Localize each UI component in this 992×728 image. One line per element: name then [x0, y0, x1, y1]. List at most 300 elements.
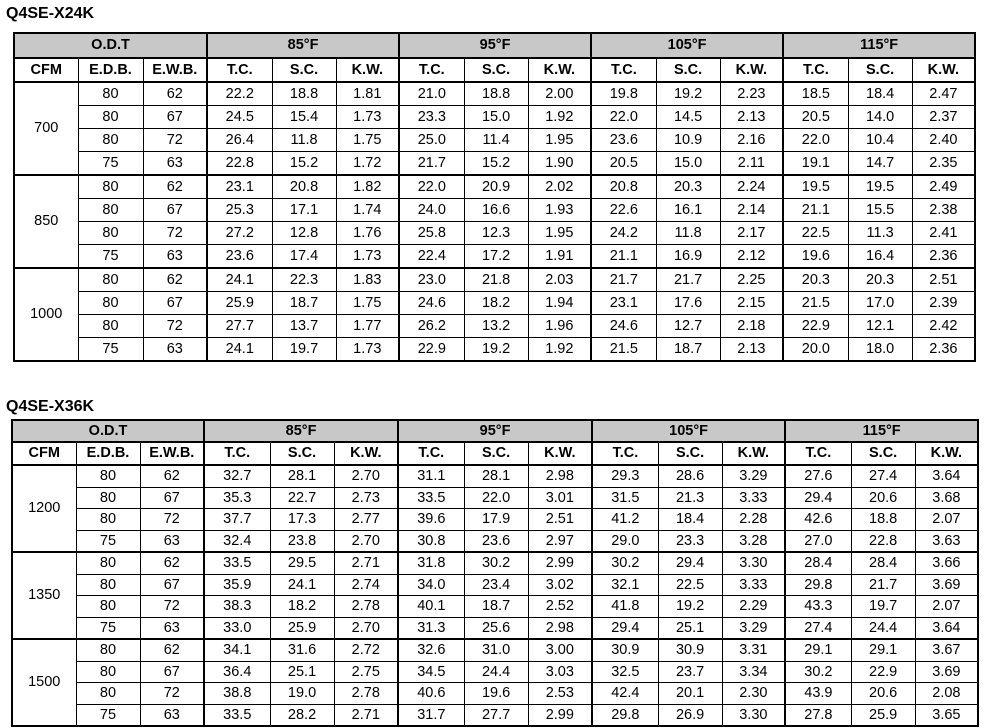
table-row: [14, 129, 975, 152]
data-cell: 26.4: [207, 129, 272, 152]
data-cell: 1.73: [336, 338, 399, 362]
data-cell: 80: [76, 596, 140, 618]
column-header: E.W.B.: [143, 58, 207, 82]
data-cell: 1.75: [336, 129, 399, 152]
data-cell: 18.0: [848, 338, 912, 362]
data-cell: 18.5: [783, 82, 848, 106]
data-cell: 25.1: [270, 661, 334, 683]
data-cell: 20.0: [783, 338, 848, 362]
data-cell: 14.7: [848, 152, 912, 176]
data-cell: 24.2: [591, 222, 656, 245]
temperature-header-row: [14, 33, 975, 58]
data-cell: 17.6: [656, 292, 720, 315]
data-cell: 62: [140, 465, 204, 487]
table-row: [14, 268, 975, 292]
data-cell: 67: [143, 292, 207, 315]
data-cell: 1.73: [336, 106, 399, 129]
data-cell: 22.2: [207, 82, 272, 106]
data-cell: 2.42: [912, 315, 975, 338]
cfm-cell: 700: [14, 82, 78, 175]
data-cell: 14.0: [848, 106, 912, 129]
data-cell: 2.47: [912, 82, 975, 106]
data-cell: 29.0: [592, 530, 658, 552]
column-header: S.C.: [851, 442, 915, 465]
data-cell: 22.5: [658, 574, 722, 596]
data-cell: 3.33: [722, 487, 785, 509]
data-cell: 20.8: [272, 175, 336, 199]
performance-table-x24k: [13, 32, 976, 362]
data-cell: 67: [140, 661, 204, 683]
data-cell: 80: [78, 199, 143, 222]
data-cell: 30.8: [398, 530, 464, 552]
data-cell: 28.4: [851, 552, 915, 574]
data-cell: 2.35: [912, 152, 975, 176]
data-cell: 22.0: [399, 175, 464, 199]
data-cell: 1.73: [336, 245, 399, 269]
data-cell: 24.6: [591, 315, 656, 338]
column-header: K.W.: [915, 442, 978, 465]
data-cell: 80: [76, 683, 140, 705]
column-header: T.C.: [591, 58, 656, 82]
data-cell: 20.3: [848, 268, 912, 292]
data-cell: 29.1: [851, 639, 915, 661]
data-cell: 21.1: [591, 245, 656, 269]
data-cell: 22.0: [783, 129, 848, 152]
column-header: S.C.: [658, 442, 722, 465]
data-cell: 38.8: [204, 683, 270, 705]
data-cell: 19.2: [656, 82, 720, 106]
data-cell: 30.9: [658, 639, 722, 661]
data-cell: 21.5: [591, 338, 656, 362]
data-cell: 25.9: [270, 617, 334, 639]
data-cell: 2.70: [334, 617, 398, 639]
data-cell: 21.0: [399, 82, 464, 106]
data-cell: 28.2: [270, 704, 334, 726]
data-cell: 33.5: [398, 487, 464, 509]
data-cell: 80: [76, 465, 140, 487]
data-cell: 23.6: [464, 530, 528, 552]
data-cell: 20.3: [783, 268, 848, 292]
data-cell: 30.9: [592, 639, 658, 661]
data-cell: 80: [78, 129, 143, 152]
cfm-cell: 1000: [14, 268, 78, 361]
data-cell: 17.1: [272, 199, 336, 222]
data-cell: 31.3: [398, 617, 464, 639]
data-cell: 72: [140, 509, 204, 531]
data-cell: 36.4: [204, 661, 270, 683]
data-cell: 21.7: [591, 268, 656, 292]
data-cell: 14.5: [656, 106, 720, 129]
data-cell: 2.18: [720, 315, 783, 338]
data-cell: 3.29: [722, 617, 785, 639]
data-cell: 2.74: [334, 574, 398, 596]
data-cell: 12.7: [656, 315, 720, 338]
data-cell: 27.2: [207, 222, 272, 245]
data-cell: 20.3: [656, 175, 720, 199]
data-cell: 10.9: [656, 129, 720, 152]
table-row: [14, 245, 975, 269]
temp-header: 85°F: [207, 33, 399, 58]
data-cell: 32.4: [204, 530, 270, 552]
data-cell: 17.0: [848, 292, 912, 315]
data-cell: 2.03: [528, 268, 591, 292]
data-cell: 21.7: [851, 574, 915, 596]
odt-header: O.D.T: [12, 420, 204, 442]
data-cell: 35.9: [204, 574, 270, 596]
data-cell: 1.92: [528, 338, 591, 362]
data-cell: 2.78: [334, 683, 398, 705]
data-cell: 2.37: [912, 106, 975, 129]
data-cell: 63: [143, 245, 207, 269]
column-header-row: [12, 442, 978, 465]
column-header-row: [14, 58, 975, 82]
temp-header: 115°F: [783, 33, 975, 58]
data-cell: 72: [143, 222, 207, 245]
data-cell: 2.08: [915, 683, 978, 705]
data-cell: 2.36: [912, 338, 975, 362]
data-cell: 35.3: [204, 487, 270, 509]
data-cell: 20.6: [851, 683, 915, 705]
data-cell: 25.6: [464, 617, 528, 639]
data-cell: 3.01: [528, 487, 592, 509]
data-cell: 18.2: [270, 596, 334, 618]
data-cell: 34.5: [398, 661, 464, 683]
data-cell: 63: [143, 338, 207, 362]
data-cell: 3.68: [915, 487, 978, 509]
data-cell: 28.1: [270, 465, 334, 487]
column-header: E.W.B.: [140, 442, 204, 465]
data-cell: 29.3: [592, 465, 658, 487]
column-header: K.W.: [528, 442, 592, 465]
data-cell: 32.1: [592, 574, 658, 596]
data-cell: 18.7: [656, 338, 720, 362]
data-cell: 29.8: [785, 574, 851, 596]
data-cell: 2.36: [912, 245, 975, 269]
data-cell: 1.76: [336, 222, 399, 245]
data-cell: 19.2: [464, 338, 528, 362]
data-cell: 29.4: [785, 487, 851, 509]
data-cell: 3.02: [528, 574, 592, 596]
data-cell: 63: [140, 704, 204, 726]
data-cell: 21.7: [399, 152, 464, 176]
data-cell: 10.4: [848, 129, 912, 152]
data-cell: 3.30: [722, 704, 785, 726]
data-cell: 25.8: [399, 222, 464, 245]
table-row: [12, 552, 978, 574]
data-cell: 23.1: [207, 175, 272, 199]
data-cell: 2.39: [912, 292, 975, 315]
data-cell: 20.9: [464, 175, 528, 199]
data-cell: 18.2: [464, 292, 528, 315]
data-cell: 19.8: [591, 82, 656, 106]
data-cell: 3.31: [722, 639, 785, 661]
data-cell: 80: [78, 106, 143, 129]
table-row: [12, 487, 978, 509]
data-cell: 2.51: [912, 268, 975, 292]
data-cell: 80: [76, 552, 140, 574]
data-cell: 67: [143, 106, 207, 129]
data-cell: 28.4: [785, 552, 851, 574]
data-cell: 18.8: [464, 82, 528, 106]
data-cell: 30.2: [592, 552, 658, 574]
data-cell: 72: [143, 315, 207, 338]
data-cell: 21.7: [656, 268, 720, 292]
data-cell: 28.6: [658, 465, 722, 487]
column-header: S.C.: [270, 442, 334, 465]
data-cell: 24.4: [851, 617, 915, 639]
data-cell: 27.6: [785, 465, 851, 487]
data-cell: 20.5: [783, 106, 848, 129]
data-cell: 22.3: [272, 268, 336, 292]
data-cell: 1.94: [528, 292, 591, 315]
data-cell: 2.13: [720, 338, 783, 362]
data-cell: 75: [76, 704, 140, 726]
data-cell: 80: [76, 574, 140, 596]
data-cell: 24.0: [399, 199, 464, 222]
data-cell: 2.23: [720, 82, 783, 106]
data-cell: 40.1: [398, 596, 464, 618]
data-cell: 3.33: [722, 574, 785, 596]
odt-header: O.D.T: [14, 33, 207, 58]
data-cell: 23.8: [270, 530, 334, 552]
data-cell: 1.90: [528, 152, 591, 176]
data-cell: 22.0: [591, 106, 656, 129]
data-cell: 2.51: [528, 509, 592, 531]
data-cell: 80: [78, 175, 143, 199]
column-header: K.W.: [722, 442, 785, 465]
table-row: [12, 574, 978, 596]
data-cell: 40.6: [398, 683, 464, 705]
data-cell: 23.4: [464, 574, 528, 596]
data-cell: 2.77: [334, 509, 398, 531]
data-cell: 41.2: [592, 509, 658, 531]
table-row: [14, 82, 975, 106]
data-cell: 22.8: [207, 152, 272, 176]
data-cell: 17.4: [272, 245, 336, 269]
temp-header: 95°F: [398, 420, 592, 442]
data-cell: 17.9: [464, 509, 528, 531]
data-cell: 18.4: [658, 509, 722, 531]
column-header: K.W.: [528, 58, 591, 82]
data-cell: 3.00: [528, 639, 592, 661]
data-cell: 63: [140, 530, 204, 552]
data-cell: 1.95: [528, 129, 591, 152]
table-row: [14, 222, 975, 245]
data-cell: 19.2: [658, 596, 722, 618]
data-cell: 26.9: [658, 704, 722, 726]
temp-header: 85°F: [204, 420, 398, 442]
data-cell: 12.1: [848, 315, 912, 338]
data-cell: 18.7: [272, 292, 336, 315]
table-row: [14, 199, 975, 222]
data-cell: 3.64: [915, 465, 978, 487]
data-cell: 3.67: [915, 639, 978, 661]
data-cell: 27.4: [785, 617, 851, 639]
data-cell: 1.96: [528, 315, 591, 338]
column-header: T.C.: [592, 442, 658, 465]
data-cell: 2.24: [720, 175, 783, 199]
data-cell: 13.2: [464, 315, 528, 338]
data-cell: 23.3: [399, 106, 464, 129]
data-cell: 80: [76, 509, 140, 531]
data-cell: 32.5: [592, 661, 658, 683]
data-cell: 42.6: [785, 509, 851, 531]
data-cell: 42.4: [592, 683, 658, 705]
data-cell: 19.5: [848, 175, 912, 199]
column-header: T.C.: [207, 58, 272, 82]
data-cell: 29.8: [592, 704, 658, 726]
column-header: T.C.: [785, 442, 851, 465]
data-cell: 2.15: [720, 292, 783, 315]
data-cell: 2.28: [722, 509, 785, 531]
data-cell: 19.6: [464, 683, 528, 705]
column-header: T.C.: [399, 58, 464, 82]
data-cell: 11.3: [848, 222, 912, 245]
data-cell: 2.16: [720, 129, 783, 152]
column-header: S.C.: [464, 58, 528, 82]
performance-table-x36k: [11, 419, 979, 727]
column-header: K.W.: [720, 58, 783, 82]
column-header: CFM: [14, 58, 78, 82]
data-cell: 1.77: [336, 315, 399, 338]
data-cell: 67: [140, 487, 204, 509]
data-cell: 43.9: [785, 683, 851, 705]
temp-header: 115°F: [785, 420, 978, 442]
data-cell: 1.93: [528, 199, 591, 222]
data-cell: 31.8: [398, 552, 464, 574]
data-cell: 3.69: [915, 574, 978, 596]
data-cell: 2.02: [528, 175, 591, 199]
data-cell: 75: [78, 338, 143, 362]
data-cell: 22.7: [270, 487, 334, 509]
data-cell: 2.38: [912, 199, 975, 222]
data-cell: 72: [140, 683, 204, 705]
data-cell: 80: [78, 82, 143, 106]
data-cell: 19.6: [783, 245, 848, 269]
data-cell: 25.9: [851, 704, 915, 726]
data-cell: 27.8: [785, 704, 851, 726]
data-cell: 80: [78, 268, 143, 292]
data-cell: 62: [140, 639, 204, 661]
data-cell: 2.72: [334, 639, 398, 661]
data-cell: 1.91: [528, 245, 591, 269]
data-cell: 2.53: [528, 683, 592, 705]
data-cell: 31.5: [592, 487, 658, 509]
data-cell: 22.8: [851, 530, 915, 552]
data-cell: 24.4: [464, 661, 528, 683]
data-cell: 2.30: [722, 683, 785, 705]
data-cell: 29.4: [592, 617, 658, 639]
data-cell: 33.5: [204, 552, 270, 574]
data-cell: 19.7: [851, 596, 915, 618]
data-cell: 80: [78, 222, 143, 245]
data-cell: 22.9: [399, 338, 464, 362]
data-cell: 3.64: [915, 617, 978, 639]
data-cell: 3.69: [915, 661, 978, 683]
data-cell: 27.4: [851, 465, 915, 487]
data-cell: 27.7: [464, 704, 528, 726]
data-cell: 67: [140, 574, 204, 596]
data-cell: 15.5: [848, 199, 912, 222]
data-cell: 80: [78, 292, 143, 315]
column-header: CFM: [12, 442, 76, 465]
data-cell: 23.0: [399, 268, 464, 292]
data-cell: 29.5: [270, 552, 334, 574]
temp-header: 95°F: [399, 33, 591, 58]
data-cell: 2.70: [334, 465, 398, 487]
data-cell: 72: [143, 129, 207, 152]
data-cell: 2.75: [334, 661, 398, 683]
data-cell: 22.9: [851, 661, 915, 683]
data-cell: 24.1: [270, 574, 334, 596]
data-cell: 30.2: [785, 661, 851, 683]
data-cell: 23.6: [591, 129, 656, 152]
data-cell: 22.0: [464, 487, 528, 509]
data-cell: 15.4: [272, 106, 336, 129]
data-cell: 22.4: [399, 245, 464, 269]
data-cell: 22.9: [783, 315, 848, 338]
data-cell: 15.2: [464, 152, 528, 176]
data-cell: 43.3: [785, 596, 851, 618]
data-cell: 29.1: [785, 639, 851, 661]
data-cell: 2.41: [912, 222, 975, 245]
data-cell: 22.5: [783, 222, 848, 245]
data-cell: 1.72: [336, 152, 399, 176]
data-cell: 34.0: [398, 574, 464, 596]
data-cell: 20.5: [591, 152, 656, 176]
data-cell: 31.7: [398, 704, 464, 726]
data-cell: 17.2: [464, 245, 528, 269]
data-cell: 21.8: [464, 268, 528, 292]
data-cell: 2.99: [528, 552, 592, 574]
data-cell: 2.71: [334, 552, 398, 574]
table-row: [14, 106, 975, 129]
data-cell: 21.1: [783, 199, 848, 222]
data-cell: 29.4: [658, 552, 722, 574]
data-cell: 2.52: [528, 596, 592, 618]
data-cell: 2.12: [720, 245, 783, 269]
column-header: T.C.: [783, 58, 848, 82]
data-cell: 16.6: [464, 199, 528, 222]
data-cell: 16.1: [656, 199, 720, 222]
data-cell: 2.98: [528, 617, 592, 639]
data-cell: 34.1: [204, 639, 270, 661]
data-cell: 75: [78, 245, 143, 269]
data-cell: 21.3: [658, 487, 722, 509]
data-cell: 33.5: [204, 704, 270, 726]
data-cell: 30.2: [464, 552, 528, 574]
data-cell: 27.0: [785, 530, 851, 552]
data-cell: 3.63: [915, 530, 978, 552]
column-header: T.C.: [204, 442, 270, 465]
data-cell: 3.29: [722, 465, 785, 487]
data-cell: 16.4: [848, 245, 912, 269]
data-cell: 20.6: [851, 487, 915, 509]
data-cell: 80: [78, 315, 143, 338]
cfm-cell: 1200: [12, 465, 76, 552]
data-cell: 23.6: [207, 245, 272, 269]
data-cell: 25.3: [207, 199, 272, 222]
column-header: S.C.: [656, 58, 720, 82]
data-cell: 1.82: [336, 175, 399, 199]
data-cell: 62: [143, 82, 207, 106]
data-cell: 39.6: [398, 509, 464, 531]
data-cell: 2.98: [528, 465, 592, 487]
data-cell: 2.97: [528, 530, 592, 552]
cfm-cell: 850: [14, 175, 78, 268]
column-header: E.D.B.: [76, 442, 140, 465]
data-cell: 23.3: [658, 530, 722, 552]
